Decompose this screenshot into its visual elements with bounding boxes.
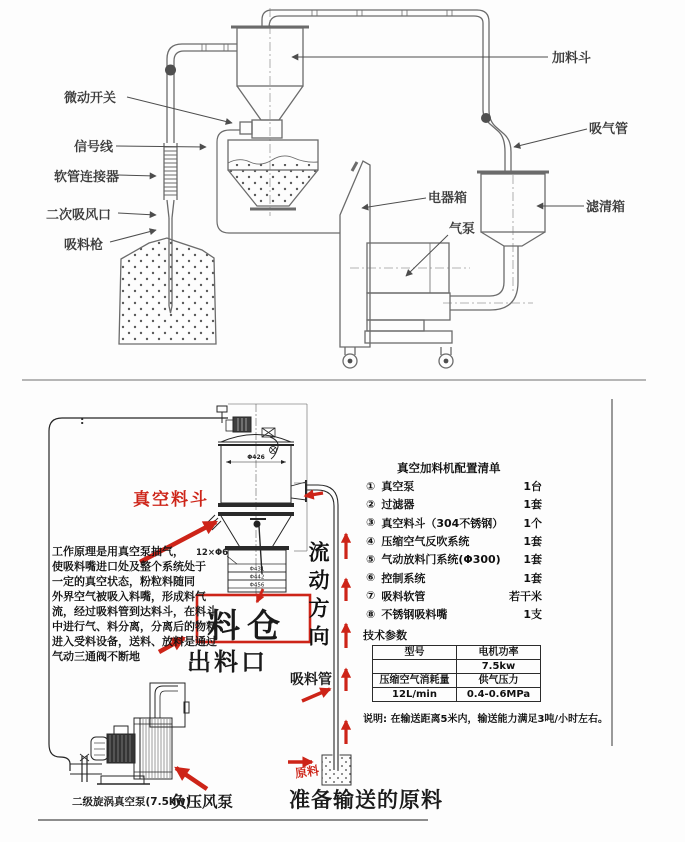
table-row [373, 688, 541, 702]
item-number: ⑥ [366, 571, 376, 585]
item-name: 控制系统 [381, 571, 426, 585]
label-signal-wire: 信号线 [74, 140, 114, 155]
label-feed-hopper: 加料斗 [552, 51, 592, 66]
cell-power-header: 电机功率 [457, 646, 541, 660]
principle-line: 进入受料设备，送料、放料是通过 [52, 635, 217, 648]
cell-model-header: 型号 [373, 646, 457, 660]
cell-pressure-header: 供气压力 [457, 674, 541, 688]
principle-line: 使吸料嘴进口处及整个系统处于 [52, 560, 206, 573]
silo-annotation: 料仓 [207, 606, 287, 645]
item-qty: 1套 [523, 553, 542, 567]
pump-model-annotation: 二级旋涡真空泵(7.5kw) [72, 796, 191, 808]
item-name: 真空泵 [381, 480, 415, 494]
cell-air-header: 压缩空气消耗量 [373, 674, 457, 688]
item-qty: 1套 [523, 535, 542, 549]
discharge-outlet-annotation: 出料口 [187, 648, 268, 676]
cell-pressure-value: 0.4-0.6MPa [457, 688, 541, 702]
item-name: 真空料斗（304不锈钢） [381, 516, 504, 530]
cell-air-value: 12L/min [373, 688, 457, 702]
dim-body-dia: Φ426 [247, 454, 265, 461]
item-number: ① [366, 479, 376, 493]
tech-params-heading: 技术参数 [363, 629, 407, 642]
label-suction-air-pipe: 吸气管 [589, 122, 629, 137]
label-secondary-suction: 二次吸风口 [46, 208, 112, 223]
tech-params-table [372, 645, 541, 702]
principle-line: 工作原理是用真空泵抽气， [52, 545, 184, 558]
negative-pressure-pump-annotation: 负压风泵 [171, 793, 234, 811]
item-name: 压缩空气反吹系统 [381, 535, 470, 549]
principle-line: 气动三通阀不断地 [52, 650, 140, 663]
item-qty: 若干米 [509, 589, 542, 603]
cell-model-value [373, 660, 457, 674]
label-micro-switch: 微动开关 [64, 91, 117, 106]
item-number: ③ [366, 516, 376, 530]
cell-power-value: 7.5kw [457, 660, 541, 674]
item-number: ⑤ [366, 552, 376, 566]
parts-list-item [366, 532, 542, 550]
label-electric-box: 电器箱 [428, 191, 468, 206]
flow-arrow-top [305, 493, 323, 496]
parts-list-item [366, 587, 542, 605]
motor-block [107, 734, 135, 763]
table-row [373, 674, 541, 688]
dim-band-1: Φ431 [249, 566, 265, 573]
vacuum-hopper-vessel-drawing [206, 404, 307, 596]
item-qty: 1套 [523, 571, 542, 585]
label-air-pump: 气泵 [449, 222, 476, 237]
parts-list-item [366, 514, 542, 532]
flow-direction-annotation: 流动方向 [306, 541, 330, 653]
item-name: 不锈钢吸料嘴 [381, 608, 448, 622]
item-qty: 1台 [523, 480, 542, 494]
vacuum-hopper-annotation: 真空料斗 [133, 490, 209, 510]
item-number: ② [366, 497, 376, 511]
item-name: 气动放料门系统(Φ300) [381, 553, 501, 567]
table-row [373, 660, 541, 674]
corner-mark: : [80, 414, 85, 427]
parts-list-item [366, 495, 542, 513]
dim-band-2: Φ442 [249, 574, 265, 581]
item-number: ④ [366, 534, 376, 548]
item-qty: 1套 [523, 498, 542, 512]
principle-line: 一定的真空状态，粉粒料随同 [52, 575, 195, 588]
arrow-to-suction-pipe [302, 689, 330, 701]
parts-list-item [366, 550, 542, 568]
item-name: 过滤器 [381, 498, 415, 512]
material-ready-annotation: 准备输送的原料 [289, 788, 443, 812]
parts-list-item [366, 605, 542, 623]
material-container-drawing [322, 750, 351, 785]
parts-list-title: 真空加料机配置清单 [397, 461, 501, 475]
table-row [373, 646, 541, 660]
dim-bolts: 12×Φ6 [196, 548, 229, 558]
principle-line: 流，经过吸料管到达料斗，在料斗 [52, 605, 217, 618]
item-qty: 1支 [523, 608, 542, 622]
label-suction-gun: 吸料枪 [64, 238, 104, 253]
parts-list-item [366, 568, 542, 586]
suction-pipe-annotation: 吸料管 [290, 672, 332, 688]
item-number: ⑦ [366, 589, 376, 603]
label-hose-connector: 软管连接器 [54, 170, 120, 185]
principle-line: 外界空气被吸入料嘴，形成料气 [52, 590, 206, 603]
arrow-to-pump [176, 768, 207, 789]
item-name: 吸料软管 [381, 589, 426, 603]
item-number: ⑧ [366, 607, 376, 621]
label-filter-box: 滤清箱 [586, 200, 626, 215]
vacuum-pump-drawing [70, 683, 189, 784]
capacity-note: 说明: 在输送距离5米内，输送能力满足3吨/小时左右。 [363, 714, 609, 725]
dim-band-3: Φ456 [249, 582, 265, 589]
item-qty: 1个 [523, 516, 542, 530]
raw-material-annotation: 原料 [294, 763, 320, 781]
parts-list [366, 477, 542, 623]
principle-line: 中进行气、料分离，分离后的物料 [52, 620, 217, 633]
parts-list-item [366, 477, 542, 495]
